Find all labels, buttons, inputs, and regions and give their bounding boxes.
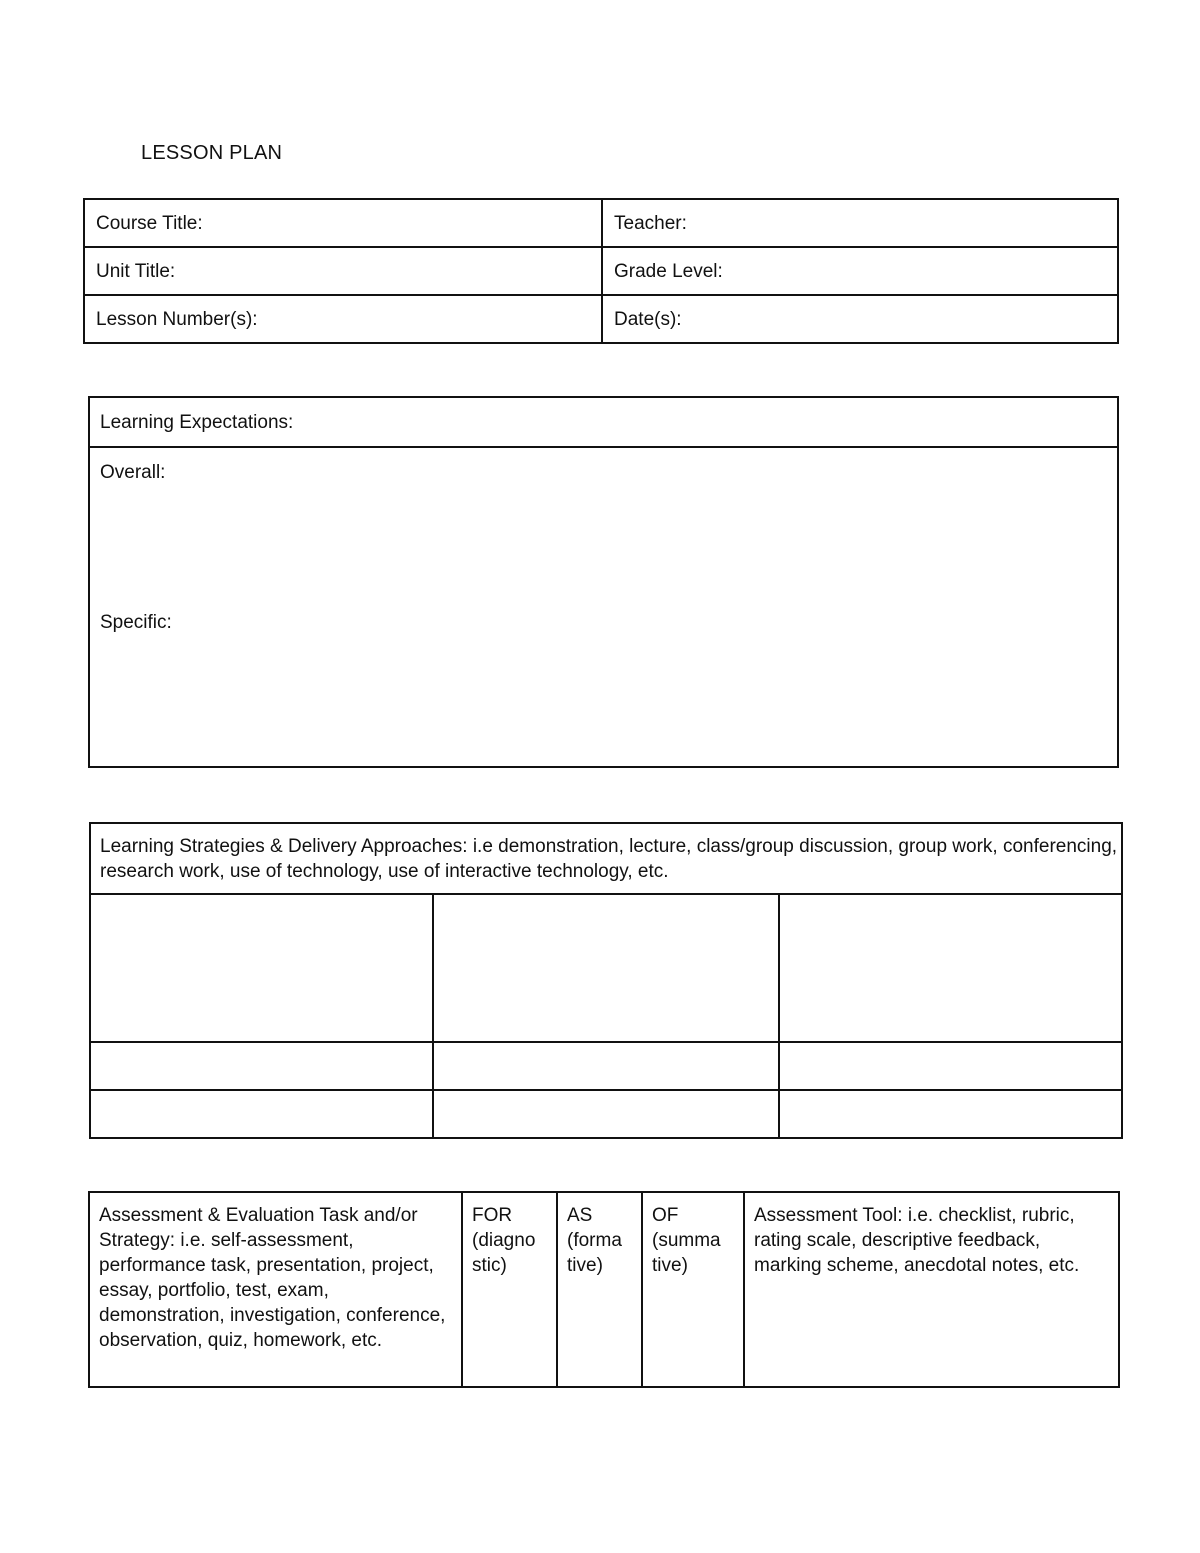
specific-label: Specific: [100, 612, 172, 633]
strategies-cell[interactable] [90, 894, 433, 1042]
dates-label: Date(s): [614, 308, 682, 330]
expectations-header-row [89, 397, 1118, 447]
strategies-cell[interactable] [90, 1042, 433, 1090]
expectations-header [89, 397, 1118, 447]
strategies-row [90, 894, 1122, 1042]
assessment-tool-label: Assessment Tool: i.e. checklist, rubric, rating scale, descriptive feedback, marking scheme, anecdotal notes, etc. [754, 1205, 1080, 1276]
assessment-header-row [89, 1192, 1119, 1387]
strategies-cell[interactable] [90, 1090, 433, 1138]
strategies-header [90, 823, 1122, 894]
overall-label: Overall: [100, 462, 166, 483]
grade-level-label: Grade Level: [614, 260, 723, 282]
assessment-for-header [462, 1192, 557, 1387]
expectations-header-label: Learning Expectations: [100, 411, 294, 433]
assessment-for-label: FOR (diagno stic) [472, 1205, 541, 1276]
assessment-task-label: Assessment & Evaluation Task and/or Strategy: i.e. self-assessment, performance task, presentation, project, essay, portfolio, test, exam, demonstration, investigation, conference, observation, quiz, homework, etc. [99, 1205, 451, 1351]
learning-expectations-table [88, 396, 1119, 768]
strategies-cell[interactable] [433, 1042, 779, 1090]
dates-field[interactable] [602, 295, 1118, 343]
page-title: LESSON PLAN [141, 142, 283, 164]
strategies-cell[interactable] [433, 894, 779, 1042]
info-row [84, 295, 1118, 343]
strategies-row [90, 1090, 1122, 1138]
learning-strategies-table [89, 822, 1123, 1139]
info-row [84, 199, 1118, 247]
strategies-cell[interactable] [433, 1090, 779, 1138]
lesson-info-table [83, 198, 1119, 344]
teacher-field[interactable] [602, 199, 1118, 247]
assessment-of-label: OF (summa tive) [652, 1205, 726, 1276]
course-title-label: Course Title: [96, 212, 203, 234]
strategies-header-label: Learning Strategies & Delivery Approaches: i.e demonstration, lecture, class/group discussion, group work, conferencing, research work, use of technology, use of interactive technology, etc. [100, 836, 1123, 882]
course-title-field[interactable] [84, 199, 602, 247]
grade-level-field[interactable] [602, 247, 1118, 295]
expectations-body-row [89, 447, 1118, 767]
unit-title-label: Unit Title: [96, 260, 176, 282]
strategies-cell[interactable] [779, 1090, 1122, 1138]
strategies-row [90, 1042, 1122, 1090]
assessment-of-header [642, 1192, 744, 1387]
strategies-cell[interactable] [779, 1042, 1122, 1090]
teacher-label: Teacher: [614, 212, 687, 234]
assessment-as-label: AS (forma tive) [567, 1205, 628, 1276]
unit-title-field[interactable] [84, 247, 602, 295]
info-row [84, 247, 1118, 295]
assessment-as-header [557, 1192, 642, 1387]
assessment-table [88, 1191, 1120, 1388]
strategies-header-row [90, 823, 1122, 894]
assessment-task-header [89, 1192, 462, 1387]
assessment-tool-header [744, 1192, 1119, 1387]
lesson-numbers-label: Lesson Number(s): [96, 308, 258, 330]
strategies-cell[interactable] [779, 894, 1122, 1042]
expectations-body[interactable] [89, 447, 1118, 767]
lesson-numbers-field[interactable] [84, 295, 602, 343]
